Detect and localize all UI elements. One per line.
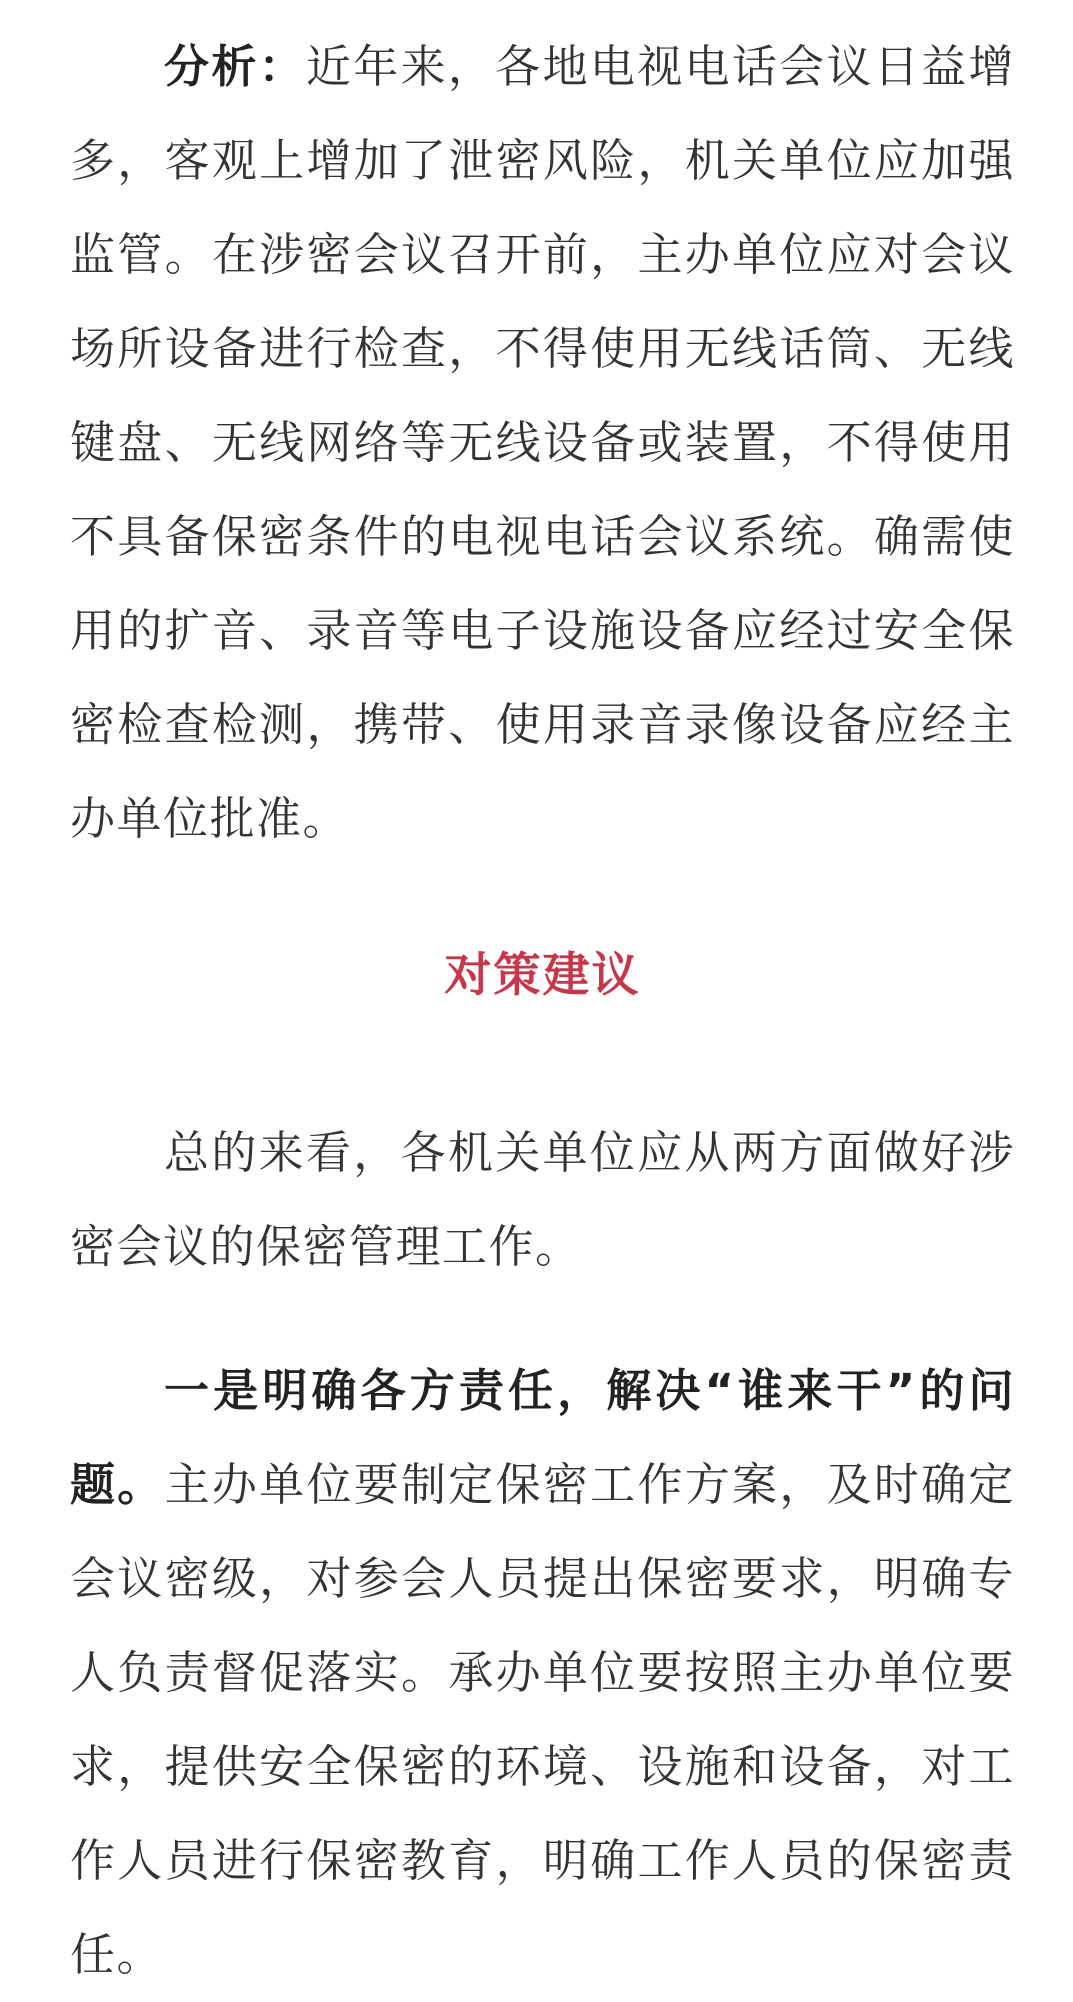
responsibility-lead: 一是明确各方责任，解决“谁来干”的问题。 <box>70 1364 1015 1511</box>
summary-text: 总的来看，各机关单位应从两方面做好涉密会议的保密管理工作。 <box>70 1126 1015 1273</box>
article-body <box>70 20 1015 2002</box>
responsibility-text: 主办单位要制定保密工作方案，及时确定会议密级，对参会人员提出保密要求，明确专人负责督促落实。承办单位要按照主办单位要求，提供安全保密的环境、设施和设备，对工作人员进行保密教育，明确工作人员的保密责任。 <box>70 1458 1015 1981</box>
analysis-text: 近年来，各地电视电话会议日益增多，客观上增加了泄密风险，机关单位应加强监管。在涉密会议召开前，主办单位应对会议场所设备进行检查，不得使用无线话筒、无线键盘、无线网络等无线设备或装置，不得使用不具备保密条件的电视电话会议系统。确需使用的扩音、录音等电子设施设备应经过安全保密检查检测，携带、使用录音录像设备应经主办单位批准。 <box>70 40 1015 845</box>
analysis-paragraph <box>70 20 1015 866</box>
section-heading: 对策建议 <box>444 948 641 1003</box>
summary-paragraph <box>70 1106 1015 1294</box>
responsibility-paragraph <box>70 1344 1015 2002</box>
analysis-lead: 分析： <box>164 40 306 93</box>
